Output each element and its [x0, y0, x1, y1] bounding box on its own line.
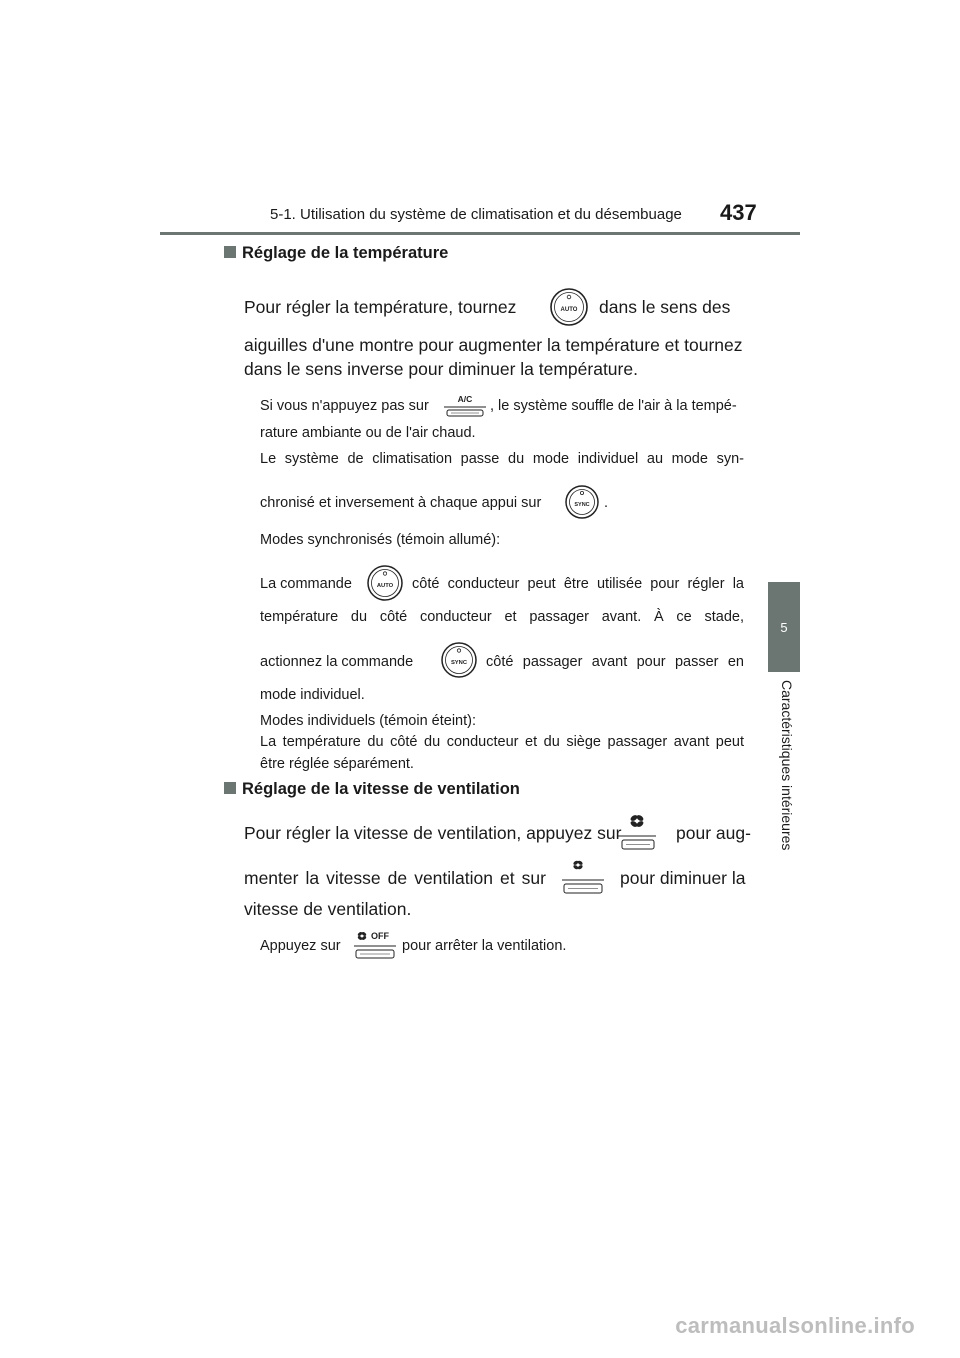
watermark: carmanualsonline.info [675, 1313, 915, 1338]
svg-text:SYNC: SYNC [574, 502, 590, 508]
auto-dial-icon [366, 564, 404, 602]
svg-text:AUTO: AUTO [376, 583, 394, 589]
sync-mode-c: actionnez la commande [260, 654, 414, 670]
ac-note-line2: rature ambiante ou de l'air chaud. [260, 425, 476, 441]
section-title: 5-1. Utilisation du système de climatisation et du désembuage [270, 206, 682, 223]
fan-off-button-icon [352, 928, 398, 962]
ac-button-icon [442, 392, 488, 420]
temp-para-line3: dans le sens inverse pour diminuer la température. [244, 359, 638, 379]
auto-dial-icon [549, 287, 589, 327]
svg-text:AUTO: AUTO [560, 307, 578, 313]
temperature-heading: Réglage de la température [224, 244, 448, 263]
section-marker-icon [224, 782, 236, 794]
sync-mode-line4: mode individuel. [260, 687, 365, 703]
ac-note-b: , le système souffle de l'air à la tempé- [490, 398, 737, 414]
fan-down-button-icon [560, 856, 606, 896]
individual-modes-line1: La température du côté du conducteur et du siège passager avant peut [260, 734, 744, 750]
vent-para-a: Pour régler la vitesse de ventilation, appuyez sur [244, 823, 622, 843]
sync-note-b: . [604, 495, 609, 511]
sync-mode-line2: température du côté conducteur et passager avant. À ce stade, [260, 609, 744, 625]
ac-note-a: Si vous n'appuyez pas sur [260, 398, 429, 414]
vent-para-c: menter la vitesse de ventilation et sur [244, 868, 546, 888]
temp-para-line2: aiguilles d'une montre pour augmenter la température et tournez [244, 335, 743, 355]
temp-para-line1a: Pour régler la température, tournez [244, 297, 517, 317]
individual-modes-line2: être réglée séparément. [260, 756, 414, 772]
svg-text:A/C: A/C [457, 394, 473, 404]
vent-para-line3: vitesse de ventilation. [244, 899, 412, 919]
chapter-title: Caractéristiques intérieures [779, 680, 795, 851]
sync-mode-d: côté passager avant pour passer en [486, 654, 744, 670]
sync-note-a: chronisé et inversement à chaque appui sur [260, 495, 542, 511]
vent-note-b: pour arrêter la ventilation. [402, 938, 567, 954]
chapter-tab [768, 582, 800, 672]
fan-up-button-icon [616, 812, 658, 852]
temp-para-line1b: dans le sens des [599, 297, 731, 317]
vent-note-a: Appuyez sur [260, 938, 341, 954]
svg-text:OFF: OFF [371, 931, 389, 941]
header-divider [160, 232, 800, 235]
chapter-number: 5 [780, 619, 788, 635]
vent-para-d: pour diminuer la [620, 868, 746, 888]
sync-mode-a: La commande [260, 576, 352, 592]
vent-para-b: pour aug- [676, 823, 751, 843]
ventilation-heading: Réglage de la vitesse de ventilation [224, 780, 520, 799]
sync-note-line1: Le système de climatisation passe du mode individuel au mode syn- [260, 451, 744, 467]
sync-modes-heading: Modes synchronisés (témoin allumé): [260, 532, 501, 548]
sync-mode-b: côté conducteur peut être utilisée pour régler la [412, 576, 744, 592]
svg-text:SYNC: SYNC [450, 660, 468, 666]
page-number: 437 [720, 200, 757, 225]
section-marker-icon [224, 246, 236, 258]
individual-modes-heading: Modes individuels (témoin éteint): [260, 713, 476, 729]
sync-dial-icon [564, 484, 600, 520]
sync-dial-icon [440, 641, 478, 679]
